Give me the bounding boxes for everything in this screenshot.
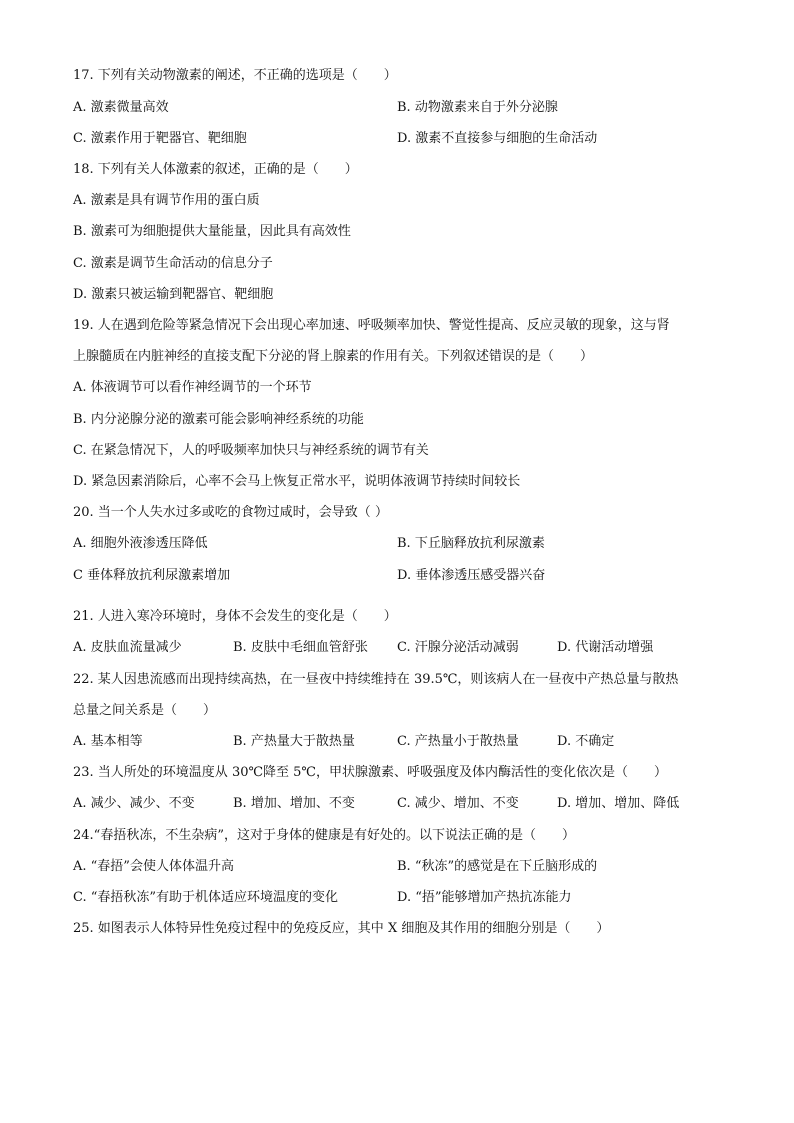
question-17-option-b: B. 动物激素来自于外分泌腺 [397,100,558,115]
question-18-option-a: A. 激素是具有调节作用的蛋白质 [73,193,260,208]
question-19-stem-line1: 19. 人在遇到危险等紧急情况下会出现心率加速、呼吸频率加快、警觉性提高、反应灵敏的现象，这与肾 [73,318,670,333]
question-22-option-a: A. 基本相等 [73,734,143,749]
question-25-stem: 25. 如图表示人体特异性免疫过程中的免疫反应，其中 X 细胞及其作用的细胞分别是（ ） [73,921,610,936]
question-17-stem: 17. 下列有关动物激素的阐述，不正确的选项是（ ） [73,68,397,83]
question-24-option-d: D. “捂”能够增加产热抗冻能力 [397,890,572,905]
question-24-option-c: C. “春捂秋冻”有助于机体适应环境温度的变化 [73,890,339,905]
question-21-stem: 21. 人进入寒冷环境时，身体不会发生的变化是（ ） [73,609,397,624]
question-23-option-a: A. 减少、减少、不变 [73,796,195,811]
question-17-option-a: A. 激素微量高效 [73,100,169,115]
question-19-option-a: A. 体液调节可以看作神经调节的一个环节 [73,380,312,395]
question-22-option-c: C. 产热量小于散热量 [397,734,519,749]
question-20-option-b: B. 下丘脑释放抗利尿激素 [397,536,545,551]
question-18-stem: 18. 下列有关人体激素的叙述，正确的是（ ） [73,162,358,177]
question-19-option-d: D. 紧急因素消除后，心率不会马上恢复正常水平，说明体液调节持续时间较长 [73,474,521,489]
question-22-stem-line1: 22. 某人因患流感而出现持续高热，在一昼夜中持续维持在 39.5℃，则该病人在一昼夜中产热总量与散热 [73,672,679,687]
question-22-option-d: D. 不确定 [557,734,615,749]
question-18-option-c: C. 激素是调节生命活动的信息分子 [73,256,273,271]
question-21-option-a: A. 皮肤血流量减少 [73,640,182,655]
question-23-option-b: B. 增加、增加、不变 [233,796,355,811]
question-21-option-d: D. 代谢活动增强 [557,640,654,655]
question-21-option-c: C. 汗腺分泌活动减弱 [397,640,519,655]
question-19-stem-line2: 上腺髓质在内脏神经的直接支配下分泌的肾上腺素的作用有关。下列叙述错误的是（ ） [73,349,594,364]
question-20-option-a: A. 细胞外液渗透压降低 [73,536,208,551]
question-24-option-a: A. “春捂”会使人体体温升高 [73,859,234,874]
question-23-stem: 23. 当人所处的环境温度从 30℃降至 5℃，甲状腺激素、呼吸强度及体内酶活性的变化依次是（ ） [73,765,667,780]
question-19-option-c: C. 在紧急情况下，人的呼吸频率加快只与神经系统的调节有关 [73,443,429,458]
question-20-option-d: D. 垂体渗透压感受器兴奋 [397,568,546,583]
question-22-option-b: B. 产热量大于散热量 [233,734,355,749]
question-23-option-c: C. 减少、增加、不变 [397,796,519,811]
question-20-option-c: C 垂体释放抗利尿激素增加 [73,568,231,583]
question-18-option-d: D. 激素只被运输到靶器官、靶细胞 [73,287,274,302]
question-22-stem-line2: 总量之间关系是（ ） [73,703,217,718]
question-21-option-b: B. 皮肤中毛细血管舒张 [233,640,368,655]
question-17-option-c: C. 激素作用于靶器官、靶细胞 [73,131,247,146]
question-20-stem: 20. 当一个人失水过多或吃的食物过咸时，会导致（ ） [73,505,388,520]
question-24-option-b: B. “秋冻”的感觉是在下丘脑形成的 [397,859,598,874]
question-24-stem: 24.“春捂秋冻，不生杂病”，这对于身体的健康是有好处的。以下说法正确的是（ ） [73,828,575,843]
question-18-option-b: B. 激素可为细胞提供大量能量，因此具有高效性 [73,224,351,239]
question-19-option-b: B. 内分泌腺分泌的激素可能会影响神经系统的功能 [73,412,364,427]
question-23-option-d: D. 增加、增加、降低 [557,796,680,811]
question-17-option-d: D. 激素不直接参与细胞的生命活动 [397,131,598,146]
